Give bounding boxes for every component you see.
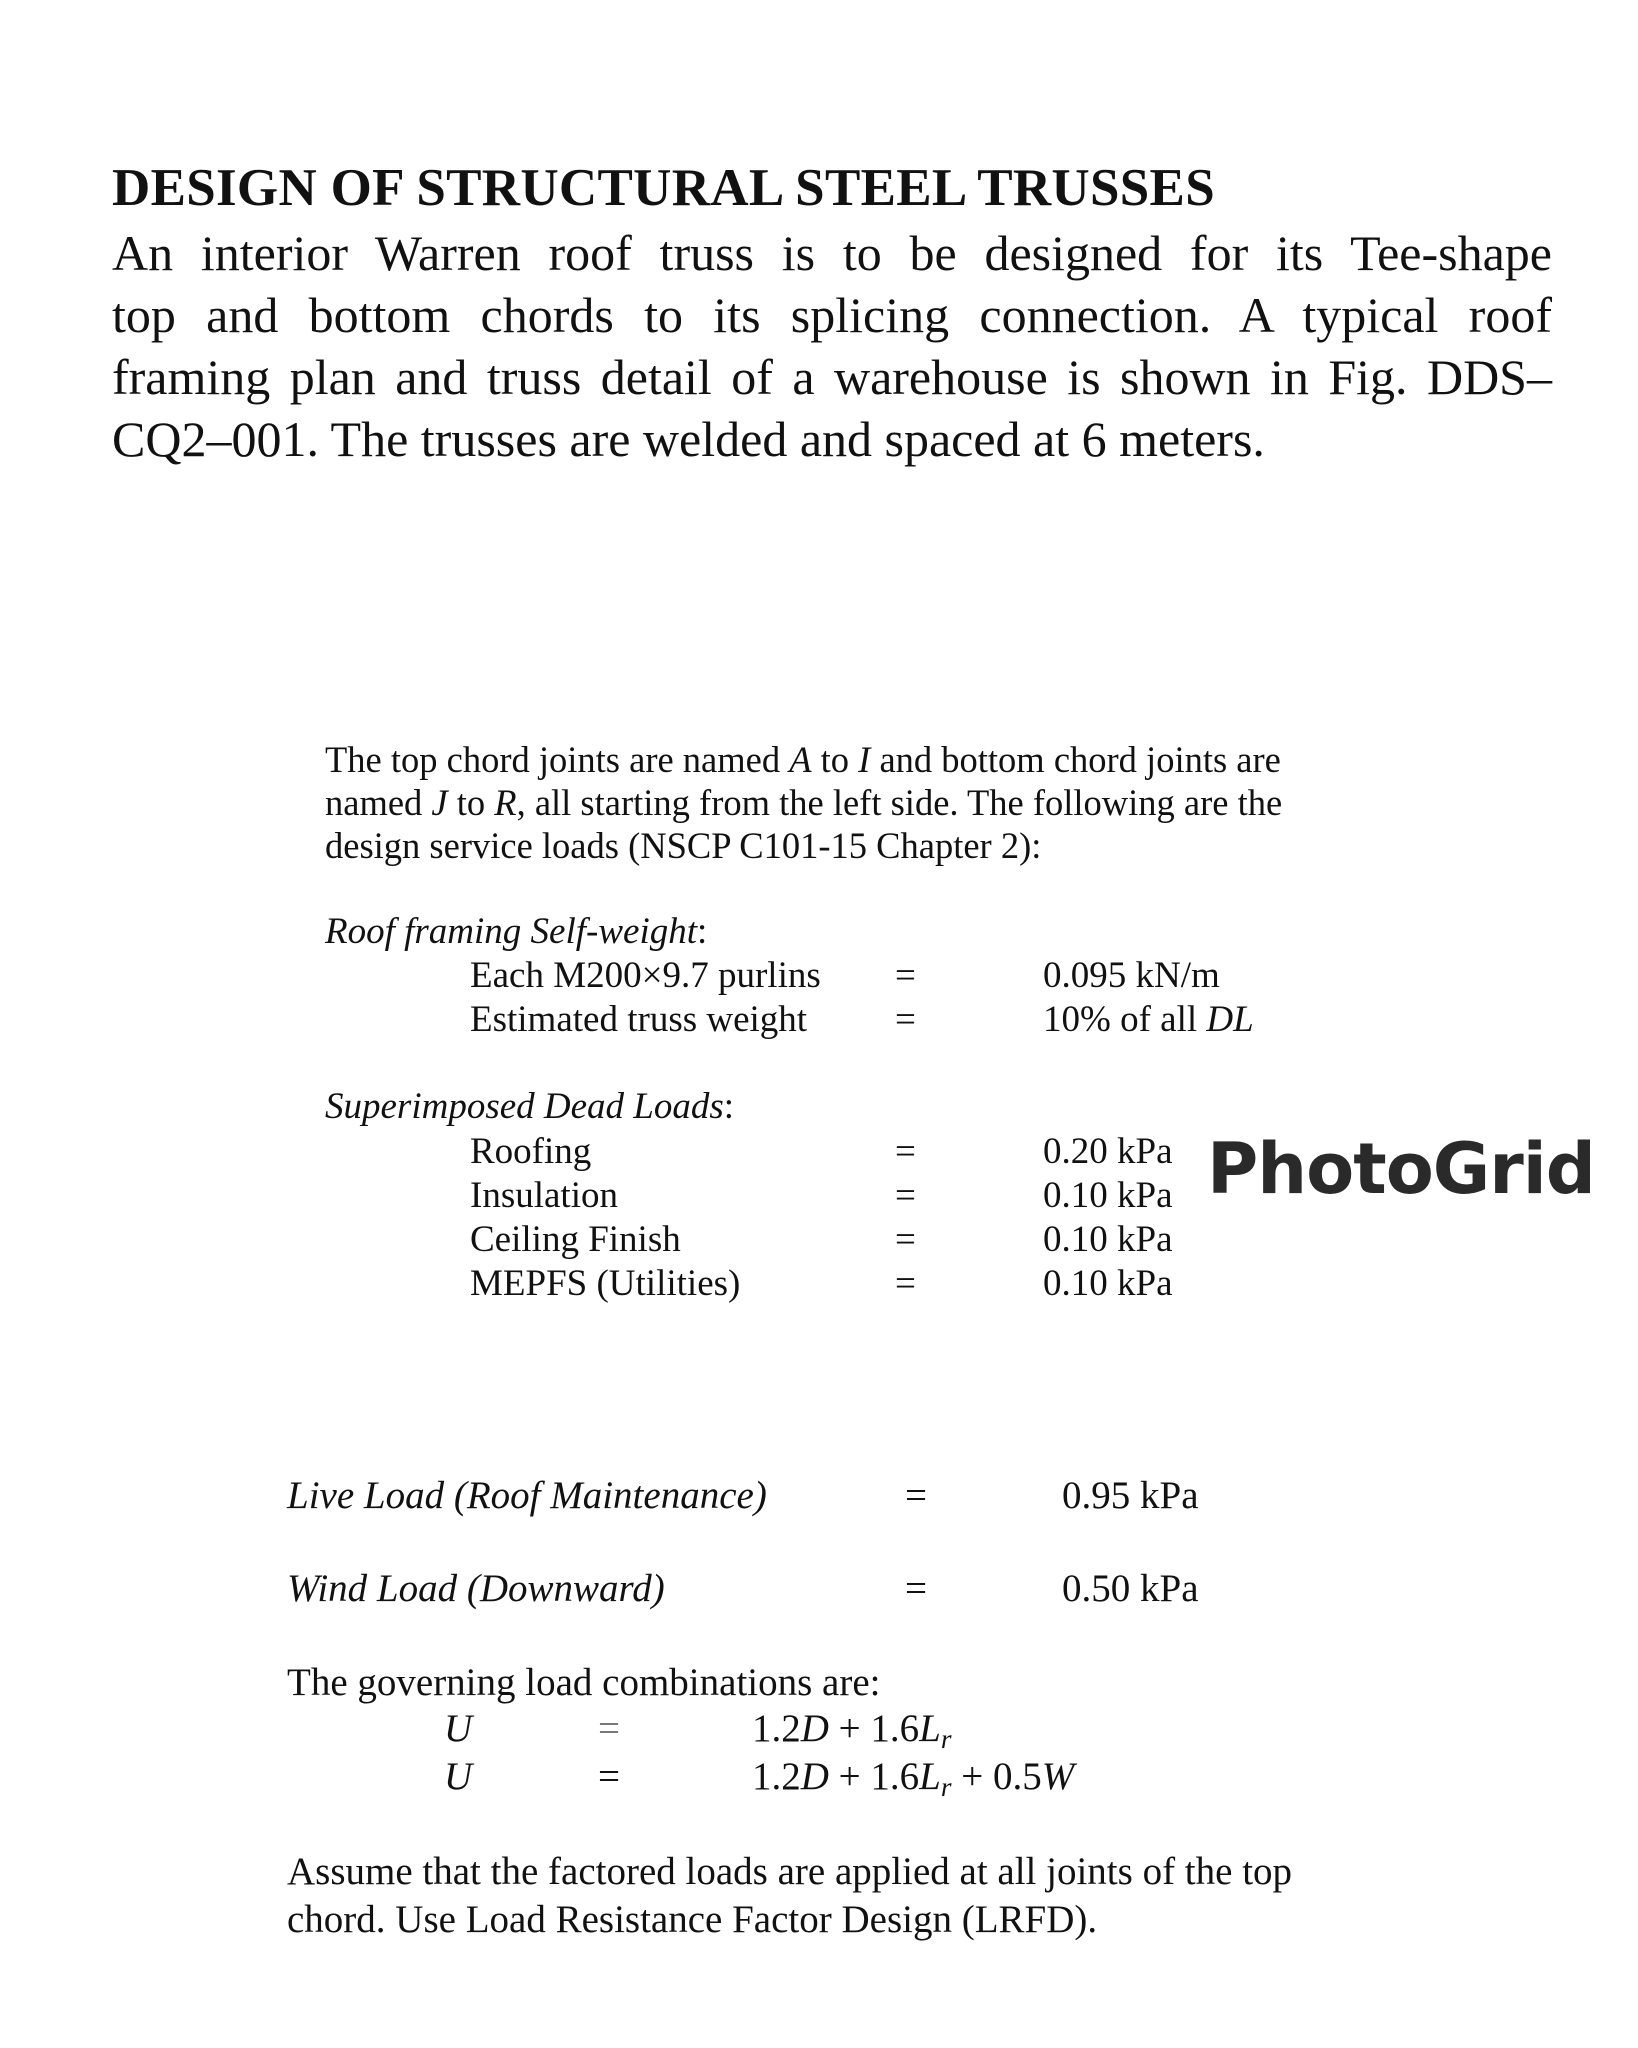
wind-load-value: 0.50 kPa: [1062, 1567, 1199, 1610]
joints-line-3: design service loads (NSCP C101-15 Chapter 2):: [325, 825, 1042, 866]
joints-line-1: The top chord joints are named A to I and bottom chord joints are: [325, 739, 1281, 780]
combos-intro: The governing load combinations are:: [287, 1661, 881, 1704]
truss-weight-value: 10% of all DL: [1043, 999, 1254, 1040]
superimposed-heading: Superimposed Dead Loads:: [325, 1086, 735, 1127]
truss-weight-equals: =: [895, 999, 916, 1040]
photogrid-watermark: PhotoGrid: [1207, 1128, 1595, 1210]
roofing-value: 0.20 kPa: [1043, 1131, 1173, 1172]
mepfs-value: 0.10 kPa: [1043, 1263, 1173, 1304]
closing-paragraph: [287, 1848, 1292, 1944]
combo-1-equals: =: [598, 1707, 620, 1750]
mepfs-label: MEPFS (Utilities): [470, 1263, 741, 1304]
live-load-label: Live Load (Roof Maintenance): [287, 1474, 767, 1517]
document-title: DESIGN OF STRUCTURAL STEEL TRUSSES: [112, 159, 1215, 217]
combo-1-lhs: U: [444, 1707, 473, 1750]
live-load-value: 0.95 kPa: [1062, 1474, 1199, 1517]
intro-paragraph: [112, 222, 1552, 470]
ceiling-label: Ceiling Finish: [470, 1219, 681, 1260]
intro-line: CQ2–001. The trusses are welded and spaced at 6 meters.: [112, 411, 1265, 467]
purlins-value: 0.095 kN/m: [1043, 955, 1220, 996]
roofing-equals: =: [895, 1131, 916, 1172]
ceiling-equals: =: [895, 1219, 916, 1260]
purlins-equals: =: [895, 955, 916, 996]
insulation-equals: =: [895, 1175, 916, 1216]
closing-line: Assume that the factored loads are applied at all joints of the top: [287, 1850, 1293, 1893]
roofing-label: Roofing: [470, 1131, 592, 1172]
combo-2-equals: =: [598, 1755, 620, 1798]
wind-load-label: Wind Load (Downward): [287, 1567, 665, 1610]
mepfs-equals: =: [895, 1263, 916, 1304]
insulation-label: Insulation: [470, 1175, 618, 1216]
self-weight-heading: Roof framing Self-weight:: [325, 911, 708, 952]
live-load-equals: =: [905, 1474, 927, 1517]
ceiling-value: 0.10 kPa: [1043, 1219, 1173, 1260]
intro-line: top and bottom chords to its splicing connection. A typical roof: [112, 287, 1552, 343]
intro-line: An interior Warren roof truss is to be designed for its Tee-shape: [112, 225, 1552, 281]
wind-load-equals: =: [905, 1567, 927, 1610]
closing-line: chord. Use Load Resistance Factor Design (LRFD).: [287, 1898, 1098, 1941]
purlins-label: Each M200×9.7 purlins: [470, 955, 821, 996]
insulation-value: 0.10 kPa: [1043, 1175, 1173, 1216]
truss-weight-label: Estimated truss weight: [470, 999, 808, 1040]
joints-line-2: named J to R, all starting from the left side. The following are the: [325, 782, 1283, 823]
combo-2-lhs: U: [444, 1755, 473, 1798]
combo-2-expression: $1.2D + 1.6L_r + 0.5W$: [752, 1755, 1075, 1802]
joints-paragraph: [325, 738, 1282, 867]
intro-line: framing plan and truss detail of a warehouse is shown in Fig. DDS–: [112, 349, 1552, 405]
combo-1-expression: $1.2D + 1.6L_r$: [752, 1707, 952, 1754]
